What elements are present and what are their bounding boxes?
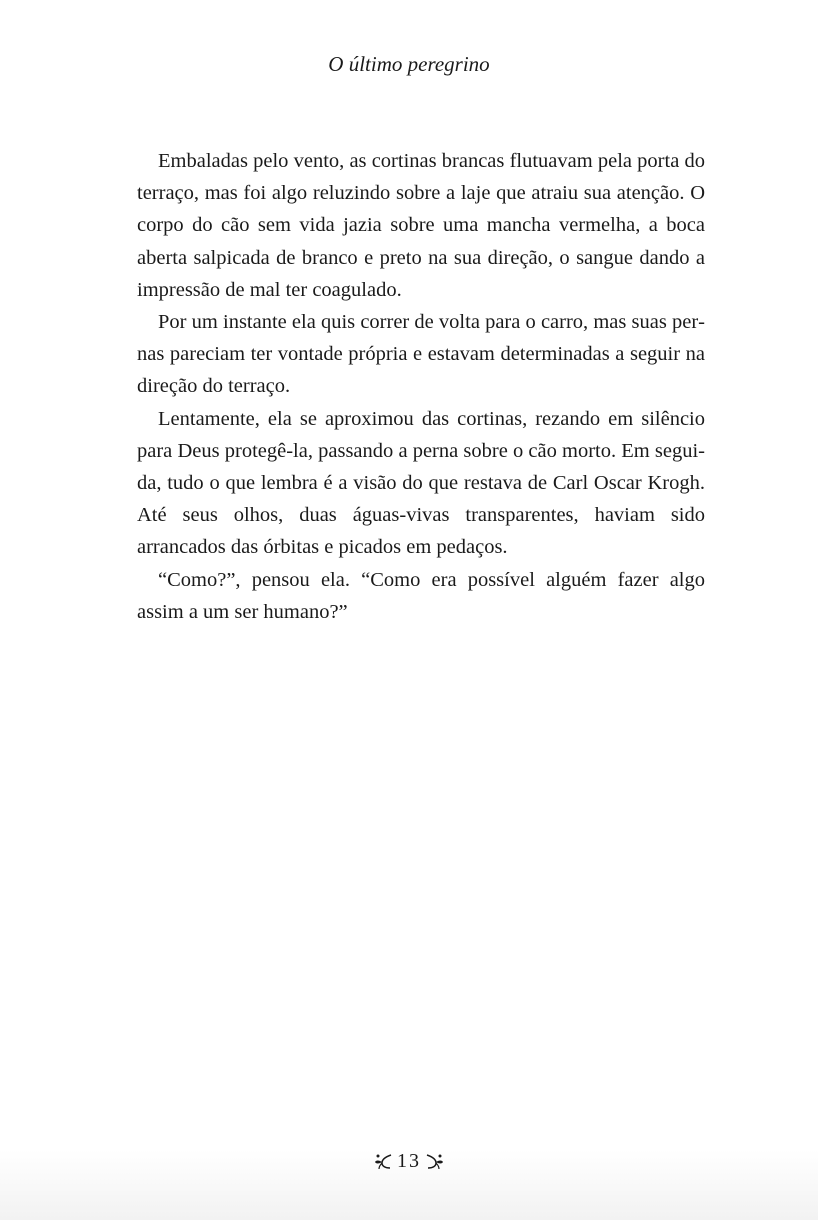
paragraph-3: Lentamente, ela se aproximou das cortinas, rezando em silêncio para Deus protegê-la, passando a perna sobre o cão morto. Em seguida, tudo o que lembra é a visão do que restava de Carl Oscar Krogh. Até seus olhos, duas águas-vivas transparentes, haviam sido arrancados das órbitas e picados em pedaços. <box>137 407 705 559</box>
running-head-title: O último peregrino <box>328 52 490 76</box>
paragraph-2: Por um instante ela quis correr de volta para o carro, mas suas pernas pareciam ter vontade própria e estavam determinadas a seguir na direção do terraço. <box>137 311 705 398</box>
fleuron-left-icon <box>373 1151 393 1171</box>
paragraph-4: “Como?”, pensou ela. “Como era possível alguém fazer algo assim a um ser humano?” <box>137 568 705 623</box>
page-number: 13 <box>397 1150 421 1173</box>
paragraph-1: Embaladas pelo vento, as cortinas brancas flutuavam pela porta do terraço, mas foi algo reluzindo sobre a laje que atraiu sua atenção. O corpo do cão sem vida jazia sobre uma mancha vermelha, a boca aberta salpicada de branco e preto na sua direção, o sangue dando a impressão de mal ter coagulado. <box>137 150 705 301</box>
body-text <box>137 145 705 628</box>
page-folio <box>0 1146 818 1175</box>
fleuron-right-icon <box>425 1151 445 1171</box>
